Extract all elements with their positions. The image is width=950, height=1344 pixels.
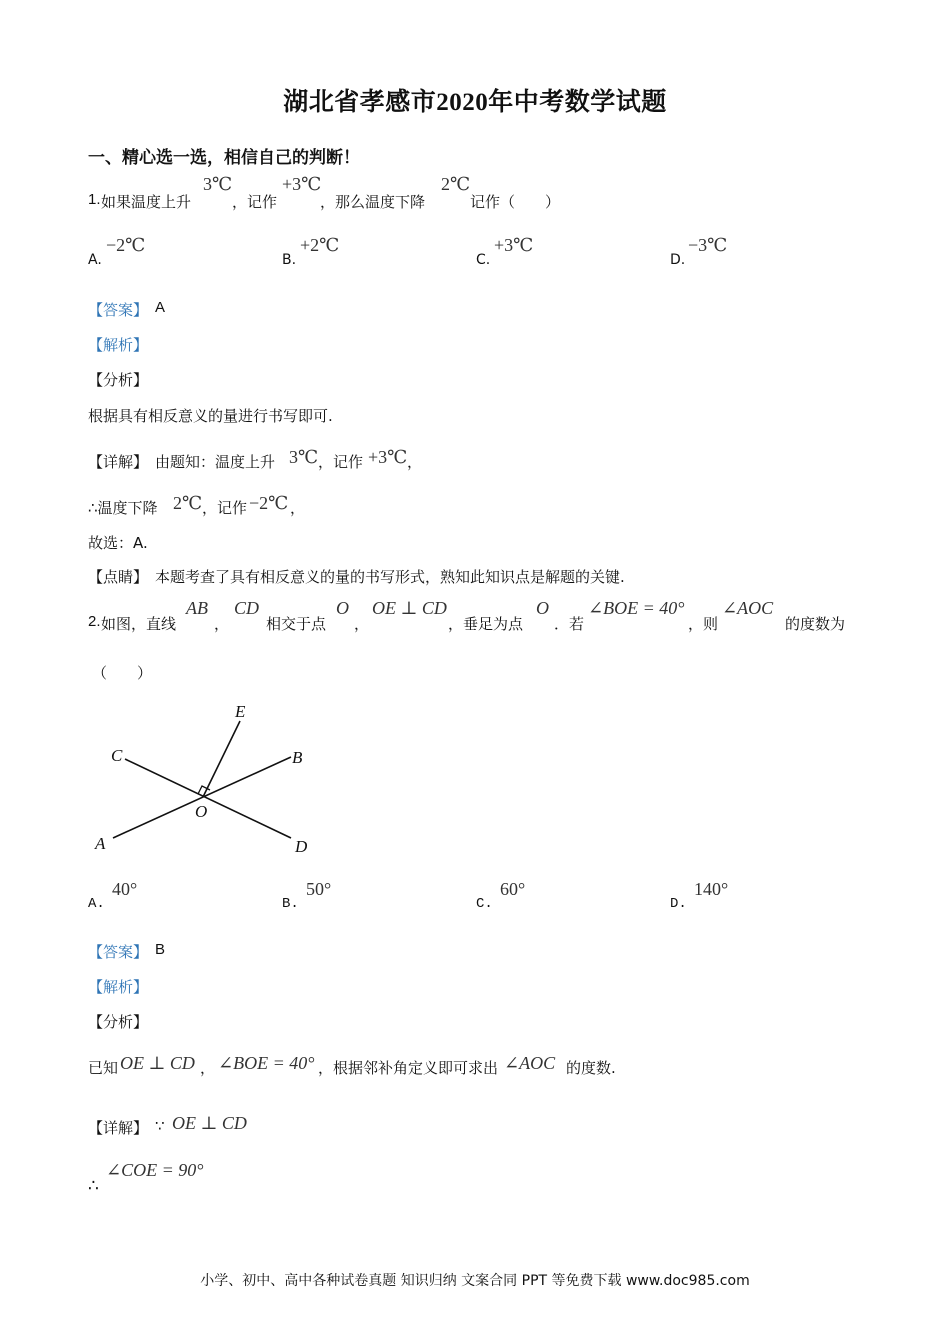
- math-expression: OE ⊥ CD: [172, 1113, 247, 1133]
- option-b-value: 50°: [306, 879, 332, 899]
- section-heading: 一、精心选一选，相信自己的判断！: [88, 148, 360, 168]
- option-d-letter: D.: [670, 252, 686, 268]
- math-expression: ∠BOE = 40°: [218, 1053, 315, 1073]
- answer-label: 【答案】: [88, 943, 149, 961]
- point-label-a: A: [95, 834, 106, 853]
- option-c-value: 60°: [500, 879, 526, 899]
- option-c-letter: C.: [476, 896, 493, 912]
- option-d-value: −3℃: [688, 235, 728, 255]
- math-expression: AB: [186, 598, 208, 618]
- answer-label: 【答案】: [88, 301, 149, 319]
- because-symbol: ∵: [155, 1117, 165, 1135]
- option-b-letter: B.: [282, 896, 299, 912]
- fenxi-label: 【分析】: [88, 1013, 149, 1031]
- fenxi-text: 已知: [88, 1059, 119, 1077]
- solution-text: ∴温度下降: [88, 499, 158, 517]
- solution-text: ，记作: [318, 453, 364, 471]
- question-text: 相交于点: [266, 615, 327, 633]
- page-title: 湖北省孝感市2020年中考数学试题: [283, 89, 667, 116]
- question-number: 2.: [88, 613, 101, 630]
- math-expression: 2℃: [441, 174, 471, 194]
- answer-value: B: [155, 941, 166, 958]
- solution-text: 故选：A.: [88, 534, 148, 552]
- math-expression: −2℃: [249, 493, 289, 513]
- question-text: 的度数为: [785, 615, 846, 633]
- question-text: 如果温度上升: [101, 193, 192, 211]
- math-expression: OE ⊥ CD: [120, 1053, 195, 1073]
- page-footer: 小学、初中、高中各种试卷真题 知识归纳 文案合同 PPT 等免费下载 www.doc985.com: [200, 1273, 750, 1289]
- option-a-value: 40°: [112, 879, 138, 899]
- math-expression: 3℃: [203, 174, 233, 194]
- therefore-symbol: ∴: [88, 1176, 99, 1196]
- answer-value: A: [155, 299, 166, 316]
- math-expression: +3℃: [282, 174, 322, 194]
- fenxi-label: 【分析】: [88, 371, 149, 389]
- option-a-letter: A.: [88, 252, 102, 268]
- geometry-figure: [85, 695, 325, 860]
- solution-text: 由题知：温度上升: [155, 453, 276, 471]
- question-text: ，那么温度下降: [320, 193, 426, 211]
- point-label-o: O: [195, 802, 208, 821]
- option-c-value: +3℃: [494, 235, 534, 255]
- math-expression: 2℃: [173, 493, 203, 513]
- jiexi-label: 【解析】: [88, 336, 149, 354]
- xiangjie-label: 【详解】: [88, 453, 149, 471]
- point-label-d: D: [295, 837, 308, 856]
- question-text: ．若: [554, 615, 585, 633]
- option-b-value: +2℃: [300, 235, 340, 255]
- math-expression: +3℃: [368, 447, 408, 467]
- solution-text: ，: [290, 499, 306, 517]
- option-b-letter: B.: [282, 252, 297, 268]
- fenxi-text: ，: [200, 1059, 216, 1077]
- xiangjie-label: 【详解】: [88, 1119, 149, 1137]
- math-expression: ∠AOC: [504, 1053, 556, 1073]
- option-a-letter: A.: [88, 896, 105, 912]
- math-expression: ∠COE = 90°: [106, 1160, 204, 1180]
- solution-text: ，记作: [202, 499, 248, 517]
- question-text: ，垂足为点: [448, 615, 524, 633]
- math-expression: ∠BOE = 40°: [588, 598, 685, 618]
- math-expression: O: [336, 598, 349, 618]
- option-a-value: −2℃: [106, 235, 146, 255]
- option-d-value: 140°: [694, 879, 729, 899]
- point-label-e: E: [235, 702, 246, 721]
- question-text: 如图，直线: [101, 615, 177, 633]
- dianjing-text: 本题考查了具有相反意义的量的书写形式，熟知此知识点是解题的关键.: [155, 568, 625, 586]
- math-expression: O: [536, 598, 549, 618]
- math-expression: OE ⊥ CD: [372, 598, 447, 618]
- option-c-letter: C.: [476, 252, 491, 268]
- dianjing-label: 【点睛】: [88, 568, 149, 586]
- math-expression: CD: [234, 598, 260, 618]
- jiexi-label: 【解析】: [88, 978, 149, 996]
- option-d-letter: D.: [670, 896, 687, 912]
- point-label-c: C: [111, 746, 123, 765]
- point-label-b: B: [292, 748, 303, 767]
- fenxi-text: ，根据邻补角定义即可求出: [318, 1059, 499, 1077]
- question-text: ，: [214, 615, 230, 633]
- solution-text: ，: [407, 453, 423, 471]
- math-expression: 3℃: [289, 447, 319, 467]
- question-number: 1.: [88, 191, 101, 208]
- math-expression: ∠AOC: [722, 598, 774, 618]
- question-text: ，则: [688, 615, 719, 633]
- fenxi-text: 根据具有相反意义的量进行书写即可.: [88, 407, 333, 425]
- question-text: 记作（ ）: [470, 193, 561, 211]
- question-paren: （ ）: [92, 664, 153, 682]
- question-text: ，: [354, 615, 370, 633]
- fenxi-text: 的度数.: [566, 1059, 616, 1077]
- question-text: ，记作: [232, 193, 278, 211]
